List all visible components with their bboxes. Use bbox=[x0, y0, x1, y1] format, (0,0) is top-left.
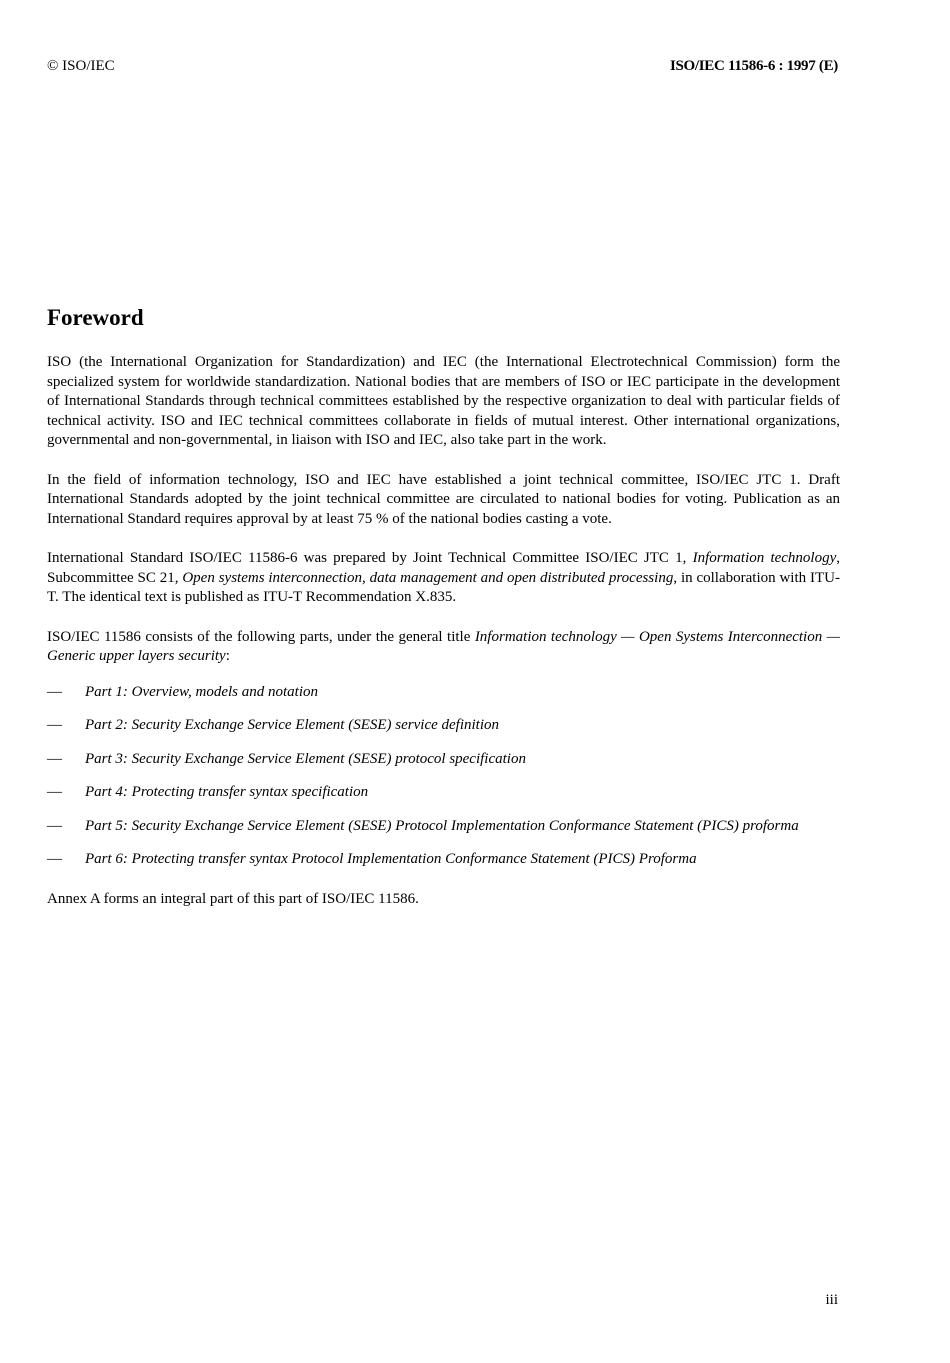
list-item bbox=[47, 683, 840, 703]
foreword-body bbox=[47, 353, 840, 929]
header-copyright: © ISO/IEC bbox=[47, 58, 115, 74]
preparation-subcommittee-title: Open systems interconnection, data management and open distributed processing bbox=[182, 569, 674, 586]
list-item bbox=[47, 817, 840, 837]
dash-bullet: — bbox=[47, 717, 62, 733]
paragraph-parts-intro bbox=[47, 628, 840, 667]
page-title: Foreword bbox=[47, 305, 144, 330]
parts-intro-colon: : bbox=[225, 648, 230, 664]
general-title: Information technology — Open Systems Interconnection — Generic upper layers security bbox=[47, 628, 840, 664]
dash-bullet: — bbox=[47, 817, 62, 834]
paragraph-annex: Annex A forms an integral part of this part of ISO/IEC 11586. bbox=[47, 890, 419, 907]
parts-intro-text: ISO/IEC 11586 consists of the following parts, under the general title bbox=[47, 628, 475, 645]
preparation-committee-title: Information technology bbox=[692, 550, 837, 566]
page-number: iii bbox=[825, 1292, 838, 1308]
part-title: Part 3: Security Exchange Service Element (SESE) protocol specification bbox=[85, 750, 526, 767]
list-item bbox=[47, 750, 840, 770]
part-title: Part 5: Security Exchange Service Element (SESE) Protocol Implementation Conformance Statement (PICS) proforma bbox=[85, 817, 799, 834]
list-item bbox=[47, 716, 840, 736]
part-title: Part 1: Overview, models and notation bbox=[85, 683, 319, 700]
list-item bbox=[47, 783, 840, 803]
list-item bbox=[47, 850, 840, 870]
dash-bullet: — bbox=[47, 784, 62, 800]
preparation-text-c: , Subcommittee SC 21, bbox=[47, 550, 840, 586]
dash-bullet: — bbox=[47, 750, 62, 767]
header-standard-id: ISO/IEC 11586-6 : 1997 (E) bbox=[669, 58, 838, 74]
paragraph-organizations: ISO (the International Organization for Standardization) and IEC (the International Electrotechnical Commission) form the specialized system for worldwide standardization. National bodies that are members of ISO or IEC participate in the development of International Standards through technical committees established by the respective organization to deal with particular fields of technical activity. ISO and IEC technical committees collaborate in fields of mutual interest. Other international organizations, governmental and non-governmental, in liaison with ISO and IEC, also take part in the work. bbox=[47, 354, 840, 448]
part-title: Part 4: Protecting transfer syntax specification bbox=[85, 784, 369, 800]
dash-bullet: — bbox=[47, 683, 62, 700]
paragraph-preparation bbox=[47, 549, 840, 608]
paragraph-jtc1: In the field of information technology, ISO and IEC have established a joint technical committee, ISO/IEC JTC 1. Draft International Standards adopted by the joint technical committee are circulated to national bodies for voting. Publication as an International Standard requires approval by at least 75 % of the national bodies casting a vote. bbox=[47, 471, 840, 527]
preparation-text-a: International Standard ISO/IEC 11586-6 was prepared by Joint Technical Committee ISO/IEC JTC 1, bbox=[47, 550, 693, 566]
part-title: Part 6: Protecting transfer syntax Protocol Implementation Conformance Statement (PICS) Proforma bbox=[85, 851, 697, 867]
preparation-text-e: , in collaboration with ITU-T. The identical text is published as ITU-T Recommendation X.835. bbox=[47, 569, 840, 605]
part-title: Part 2: Security Exchange Service Element (SESE) service definition bbox=[85, 717, 500, 733]
parts-list bbox=[47, 683, 840, 870]
dash-bullet: — bbox=[47, 851, 62, 867]
